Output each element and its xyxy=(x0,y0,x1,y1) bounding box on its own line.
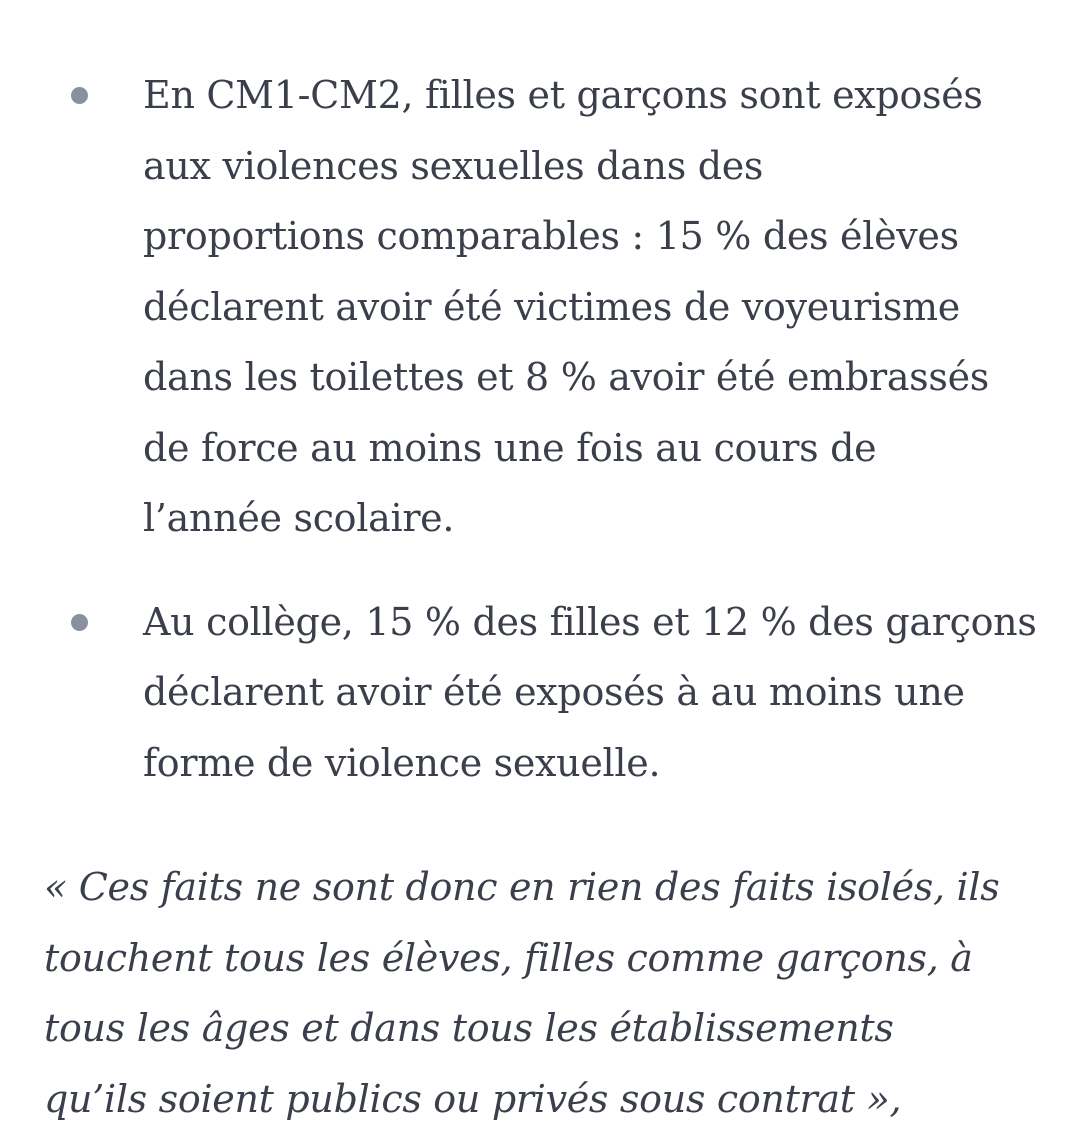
bullet-text-line: forme de violence sexuelle. xyxy=(143,740,661,785)
bullet-text-line: de force au moins une fois au cours de xyxy=(143,425,877,470)
bullet-item-primary-school xyxy=(0,60,1080,554)
bullet-text-line: En CM1-CM2, filles et garçons sont exposés xyxy=(143,73,983,117)
bullet-text-line: l’année scolaire. xyxy=(143,496,455,540)
statistics-bullet-list xyxy=(0,60,1080,798)
bullet-dot-icon xyxy=(71,87,88,104)
quote-paragraph xyxy=(44,852,1064,1134)
bullet-text-line: proportions comparables : 15 % des élèves xyxy=(143,214,959,258)
bullet-text-line: aux violences sexuelles dans des xyxy=(143,143,764,188)
bullet-text-line: dans les toilettes et 8 % avoir été embrassés xyxy=(143,355,989,399)
bullet-dot-icon xyxy=(71,614,88,631)
bullet-text-line: déclarent avoir été victimes de voyeurisme xyxy=(143,284,960,329)
bullet-text-line: déclarent avoir été exposés à au moins une xyxy=(143,670,965,714)
quote-text-line: qu’ils soient publics ou privés sous contrat », xyxy=(44,1076,902,1121)
quote-text-line: « Ces faits ne sont donc en rien des faits isolés, ils xyxy=(44,865,1000,909)
quote-text-line: tous les âges et dans tous les établissements xyxy=(44,1006,894,1050)
quote-text-line: touchent tous les élèves, filles comme garçons, à xyxy=(44,935,973,980)
bullet-item-middle-school xyxy=(0,587,1080,799)
bullet-text-line: Au collège, 15 % des filles et 12 % des garçons xyxy=(143,599,1037,644)
